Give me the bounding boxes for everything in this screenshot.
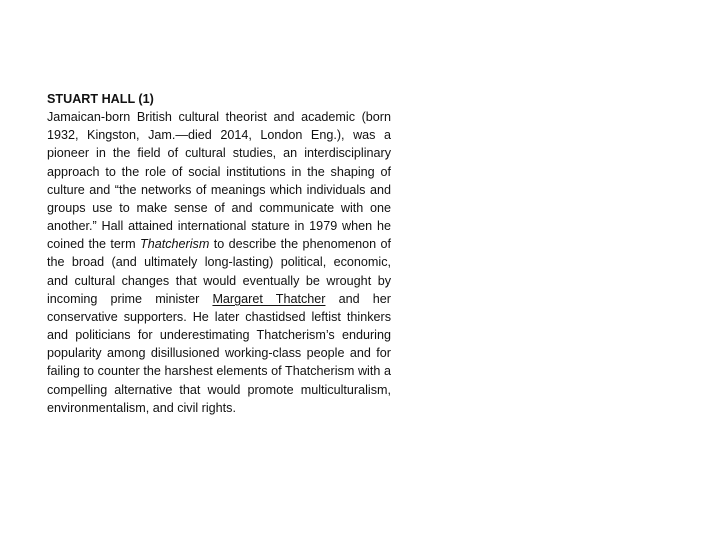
entry-text-part-1: Jamaican-born British cultural theorist and academic (born 1932, Kingston, Jam.—died 2014, London Eng.), was a pioneer in the field of cultural studies, an interdisciplinary approach to the role of social institutions in the shaping of culture and “the networks of meanings which individuals and groups use to make sense of and communicate with one another.” Hall attained international stature in 1979 when he coined the term [47, 110, 391, 252]
margaret-thatcher-link[interactable]: Margaret Thatcher [212, 291, 326, 306]
entry-text-part-2: to describe the phenomenon of the broad (and ultimately long-lasting) political, economic, and cultural changes that would eventually be wrought by incoming prime minister [47, 237, 391, 306]
italic-term: Thatcherism [140, 237, 210, 252]
entry-text-part-3: and her conservative supporters. He later chastidsed leftist thinkers and politicians for underestimating Thatcherism’s enduring popularity among disillusioned working-class people and for failing to counter the harshest elements of Thatcherism with a compelling alternative that would promote multiculturalism, environmentalism, and civil rights. [47, 291, 391, 415]
entry-body [47, 108, 391, 417]
entry-title: STUART HALL (1) [47, 92, 154, 106]
encyclopedia-entry [47, 90, 391, 417]
